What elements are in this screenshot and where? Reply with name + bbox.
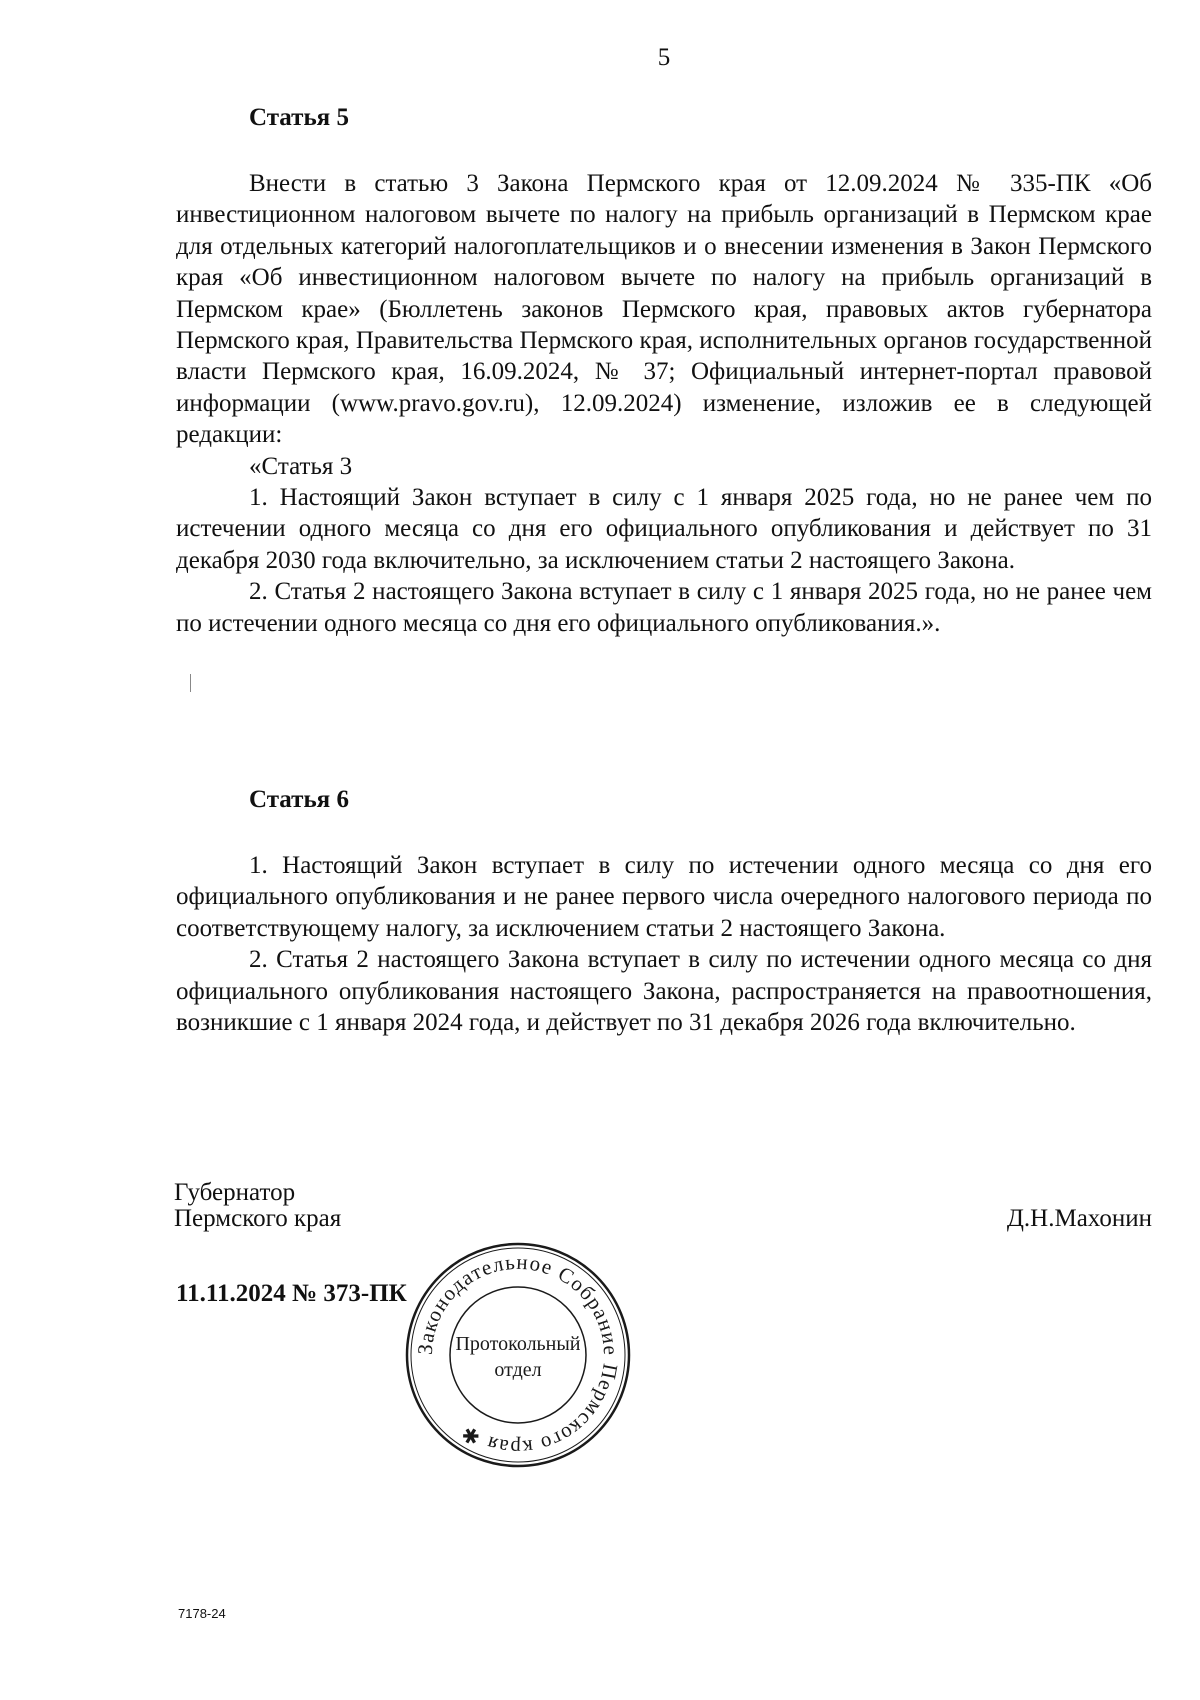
article-6-paragraph-1: 1. Настоящий Закон вступает в силу по истечении одного месяца со дня его официального опубликования и не ранее первого числа очередного налогового периода по соответствующему налогу, за исключением статьи 2 настоящего Закона. bbox=[176, 852, 1152, 942]
quoted-article-heading: «Статья 3 bbox=[249, 452, 353, 480]
stamp-center-line-2: отдел bbox=[494, 1359, 542, 1381]
stamp-outer-ring bbox=[407, 1244, 629, 1466]
stamp-ring-text: Законодательное Собрание Пермского края ✱ bbox=[412, 1249, 624, 1461]
article-5-heading: Статья 5 bbox=[249, 104, 349, 131]
article-6-heading: Статья 6 bbox=[249, 786, 349, 813]
document-code: 7178-24 bbox=[178, 1606, 226, 1621]
page-number: 5 bbox=[657, 44, 671, 71]
stamp-inner-ring bbox=[450, 1287, 586, 1423]
quoted-article-paragraph-1: 1. Настоящий Закон вступает в силу с 1 января 2025 года, но не ранее чем по истечении одного месяца со дня его официального опубликования и действует по 31 декабря 2030 года включительно, за исключением статьи 2 настоящего Закона. bbox=[176, 484, 1152, 574]
quoted-article-paragraph-2: 2. Статья 2 настоящего Закона вступает в силу с 1 января 2025 года, но не ранее чем по истечении одного месяца со дня его официального опубликования.». bbox=[176, 578, 1152, 637]
official-stamp bbox=[403, 1240, 633, 1470]
stamp-outer-ring-inner bbox=[411, 1248, 625, 1462]
signer-title-line-1: Губернатор bbox=[174, 1179, 296, 1206]
scan-artifact bbox=[190, 674, 191, 692]
signer-name: Д.Н.Махонин bbox=[1006, 1205, 1152, 1232]
stamp-center-line-1: Протокольный bbox=[455, 1333, 581, 1355]
law-number: 11.11.2024 № 373-ПК bbox=[176, 1280, 407, 1307]
article-5-body bbox=[176, 168, 1152, 639]
article-6-body bbox=[176, 850, 1152, 1038]
article-5-intro: Внести в статью 3 Закона Пермского края от 12.09.2024 № 335-ПК «Об инвестиционном налоговом вычете по налогу на прибыль организаций в Пермском крае для отдельных категорий налогоплательщиков и о внесении изменения в Закон Пермского края «Об инвестиционном налоговом вычете по налогу на прибыль организаций в Пермском крае» (Бюллетень законов Пермского края, правовых актов губернатора Пермского края, Правительства Пермского края, исполнительных органов государственной власти Пермского края, 16.09.2024, № 37; Официальный интернет-портал правовой информации (www.pravo.gov.ru), 12.09.2024) изменение, изложив ее в следующей редакции: bbox=[176, 170, 1152, 449]
signer-title-line-2: Пермского края bbox=[174, 1205, 342, 1232]
article-6-paragraph-2: 2. Статья 2 настоящего Закона вступает в силу по истечении одного месяца со дня официального опубликования настоящего Закона, распространяется на правоотношения, возникшие с 1 января 2024 года, и действует по 31 декабря 2026 года включительно. bbox=[176, 946, 1152, 1037]
signer-title bbox=[174, 1180, 341, 1232]
